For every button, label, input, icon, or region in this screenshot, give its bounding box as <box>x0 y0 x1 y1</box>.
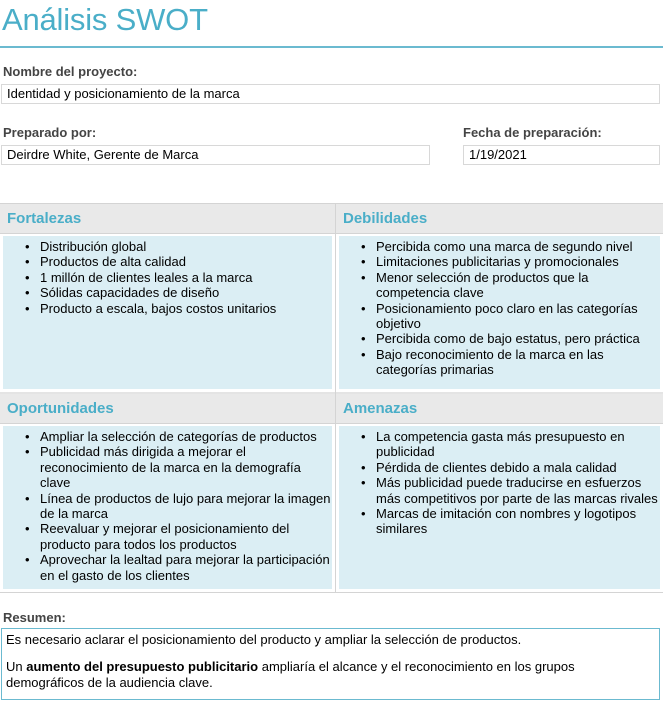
list-item: • Más publicidad puede traducirse en esfuerzos más competitivos por parte de las marcas rivales <box>376 475 660 506</box>
threats-list <box>339 426 660 537</box>
list-item: • Distribución global <box>40 239 332 254</box>
list-item: • Percibida como una marca de segundo nivel <box>376 239 660 254</box>
list-item: • Menor selección de productos que la competencia clave <box>376 270 660 301</box>
prepared-by-field[interactable]: Deirdre White, Gerente de Marca <box>1 145 430 165</box>
summary-field[interactable] <box>1 628 660 700</box>
page-title: Análisis SWOT <box>2 2 208 37</box>
project-name-label: Nombre del proyecto: <box>3 64 138 79</box>
opportunities-body[interactable] <box>3 426 332 589</box>
opportunities-list <box>3 426 332 583</box>
list-item: • Posicionamiento poco claro en las categorías objetivo <box>376 301 660 332</box>
threats-quadrant <box>336 394 663 592</box>
opportunities-heading: Oportunidades <box>0 394 335 424</box>
threats-heading: Amenazas <box>336 394 663 424</box>
list-item: • Publicidad más dirigida a mejorar el reconocimiento de la marca en la demografía clave <box>40 444 332 490</box>
list-item: • Ampliar la selección de categorías de productos <box>40 429 332 444</box>
date-label: Fecha de preparación: <box>463 125 602 140</box>
summary-suffix: ampliaría el alcance y el reconocimiento en los grupos demográficos de la audiencia clave. <box>6 659 575 690</box>
list-item: • Marcas de imitación con nombres y logotipos similares <box>376 506 660 537</box>
list-item: • Producto a escala, bajos costos unitarios <box>40 301 332 316</box>
summary-label: Resumen: <box>3 610 66 625</box>
weaknesses-body[interactable] <box>339 236 660 389</box>
opportunities-quadrant <box>0 394 335 592</box>
list-item: • Reevaluar y mejorar el posicionamiento del producto para todos los productos <box>40 521 332 552</box>
list-item: • Productos de alta calidad <box>40 254 332 269</box>
list-item: • Pérdida de clientes debido a mala calidad <box>376 460 660 475</box>
list-item: • Línea de productos de lujo para mejorar la imagen de la marca <box>40 491 332 522</box>
swot-grid <box>0 203 663 593</box>
threats-body[interactable] <box>339 426 660 589</box>
list-item: • La competencia gasta más presupuesto en publicidad <box>376 429 660 460</box>
weaknesses-quadrant <box>336 204 663 392</box>
prepared-by-label: Preparado por: <box>3 125 97 140</box>
list-item: • Percibida como de bajo estatus, pero práctica <box>376 331 660 346</box>
column-divider <box>335 204 336 592</box>
list-item: • Sólidas capacidades de diseño <box>40 285 332 300</box>
list-item: • Aprovechar la lealtad para mejorar la participación en el gasto de los clientes <box>40 552 332 583</box>
strengths-quadrant <box>0 204 335 392</box>
list-item: • 1 millón de clientes leales a la marca <box>40 270 332 285</box>
strengths-heading: Fortalezas <box>0 204 335 234</box>
summary-paragraph-2 <box>6 659 655 691</box>
date-field[interactable]: 1/19/2021 <box>463 145 660 165</box>
title-divider <box>0 46 663 48</box>
weaknesses-heading: Debilidades <box>336 204 663 234</box>
summary-prefix: Un <box>6 659 27 674</box>
list-item: • Bajo reconocimiento de la marca en las categorías primarias <box>376 347 660 378</box>
strengths-list <box>3 236 332 316</box>
strengths-body[interactable] <box>3 236 332 389</box>
summary-paragraph-1: Es necesario aclarar el posicionamiento del producto y ampliar la selección de productos. <box>6 632 522 647</box>
list-item: • Limitaciones publicitarias y promocionales <box>376 254 660 269</box>
project-name-field[interactable]: Identidad y posicionamiento de la marca <box>1 84 660 104</box>
summary-bold-text: aumento del presupuesto publicitario <box>26 659 259 674</box>
weaknesses-list <box>339 236 660 378</box>
